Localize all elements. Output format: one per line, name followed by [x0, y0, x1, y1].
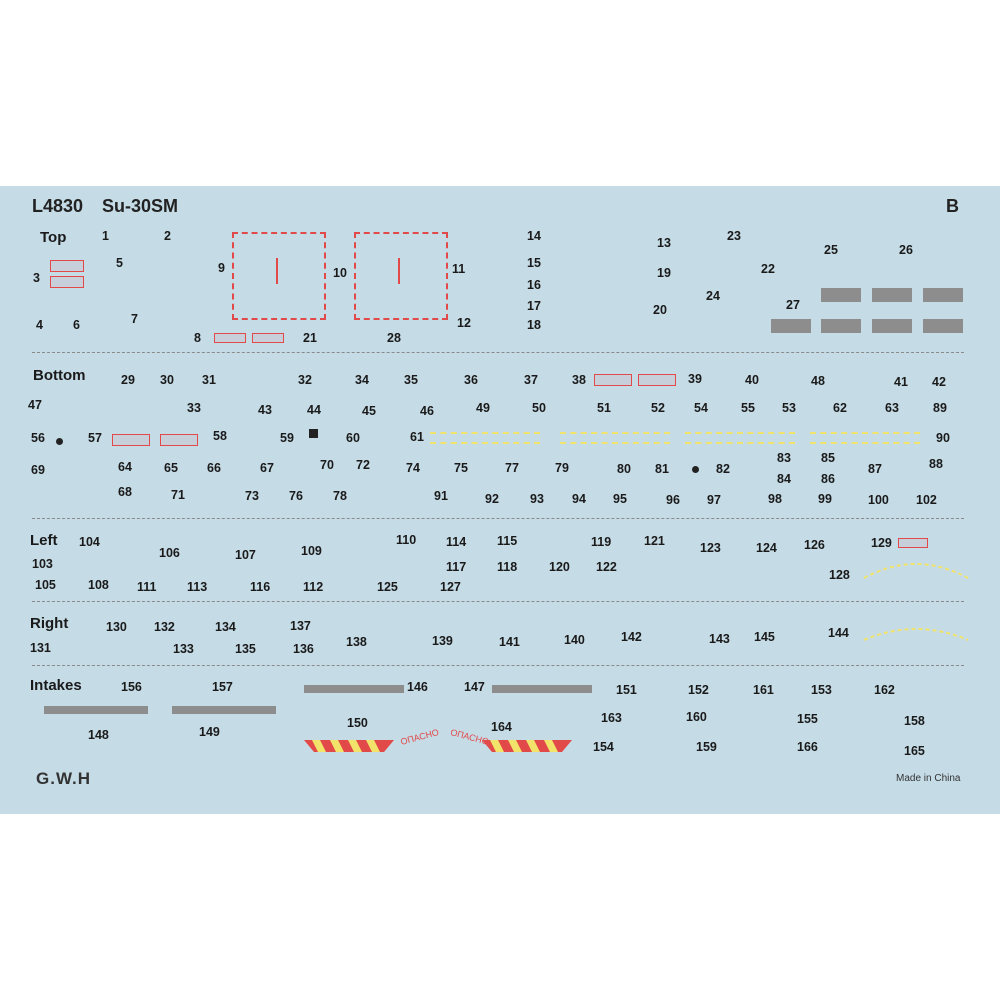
divider-top-bottom: [32, 352, 964, 353]
decal-number: 109: [301, 544, 322, 558]
decal-number: 149: [199, 725, 220, 739]
decal-number: 105: [35, 578, 56, 592]
decal-56-dot: [56, 438, 63, 445]
decal-number: 17: [527, 299, 541, 313]
decal-number: 40: [745, 373, 759, 387]
decal-number: 37: [524, 373, 538, 387]
decal-number: 5: [116, 256, 123, 270]
divider-bottom-left: [32, 518, 964, 519]
decal-number: 32: [298, 373, 312, 387]
decal-number: 111: [137, 580, 157, 594]
sheet-code: L4830: [32, 196, 84, 216]
decal-number: 61: [410, 430, 424, 444]
decal-147-strip: [492, 685, 592, 693]
decal-27-block: [821, 288, 861, 302]
brand-logo: G.W.H: [36, 769, 92, 788]
decal-number: 153: [811, 683, 832, 697]
decal-number: 116: [250, 580, 271, 594]
decal-128-arc: [862, 556, 970, 580]
decal-number: 133: [173, 642, 194, 656]
decal-number: 35: [404, 373, 418, 387]
decal-number: 9: [218, 261, 225, 275]
decal-number: 71: [171, 488, 185, 502]
decal-number: 6: [73, 318, 80, 332]
decal-number: 93: [530, 492, 544, 506]
decal-number: 85: [821, 451, 835, 465]
decal-number: 155: [797, 712, 818, 726]
decal-number: 34: [355, 373, 369, 387]
decal-number: 52: [651, 401, 665, 415]
decal-number: 119: [591, 535, 612, 549]
decal-27-block: [771, 319, 811, 333]
decal-10-center-mark: [398, 258, 400, 284]
decal-number: 70: [320, 458, 334, 472]
decal-number: 135: [235, 642, 256, 656]
decal-number: 87: [868, 462, 882, 476]
divider-right-intakes: [32, 665, 964, 666]
decal-number: 129: [871, 536, 892, 550]
decal-27-block: [872, 319, 912, 333]
decal-number: 3: [33, 271, 40, 285]
decal-number: 51: [597, 401, 611, 415]
decal-number: 4: [36, 318, 43, 332]
decal-number: 160: [686, 710, 707, 724]
decal-number: 108: [88, 578, 109, 592]
decal-number: 39: [688, 372, 702, 386]
decal-number: 48: [811, 374, 825, 388]
decal-number: 99: [818, 492, 832, 506]
decal-number: 83: [777, 451, 791, 465]
decal-number: 162: [874, 683, 895, 697]
decal-10-panel: [354, 232, 448, 320]
decal-number: 122: [596, 560, 617, 574]
decal-number: 63: [885, 401, 899, 415]
decal-number: 107: [235, 548, 256, 562]
decal-number: 25: [824, 243, 838, 257]
decal-number: 123: [700, 541, 721, 555]
decal-number: 10: [333, 266, 347, 280]
decal-number: 97: [707, 493, 721, 507]
decal-number: 59: [280, 431, 294, 445]
decal-number: 81: [655, 462, 669, 476]
decal-number: 11: [452, 262, 466, 276]
decal-number: 45: [362, 404, 376, 418]
decal-number: 94: [572, 492, 586, 506]
decal-number: 98: [768, 492, 782, 506]
decal-number: 150: [347, 716, 368, 730]
decal-number: 56: [31, 431, 45, 445]
decal-number: 103: [32, 557, 53, 571]
decal-27-block: [923, 319, 963, 333]
decal-61-line: [560, 432, 670, 434]
section-top-label: Top: [40, 229, 67, 246]
decal-number: 15: [527, 256, 541, 270]
decal-number: 128: [829, 568, 850, 582]
decal-number: 12: [457, 316, 471, 330]
decal-number: 67: [260, 461, 274, 475]
decal-number: 113: [187, 580, 208, 594]
decal-number: 80: [617, 462, 631, 476]
decal-number: 69: [31, 463, 45, 477]
decal-146-strip: [304, 685, 404, 693]
decal-9-panel: [232, 232, 326, 320]
decal-144-arc: [862, 622, 970, 642]
decal-number: 8: [194, 331, 201, 345]
decal-number: 36: [464, 373, 478, 387]
decal-27-block: [923, 288, 963, 302]
decal-number: 166: [797, 740, 818, 754]
section-right-label: Right: [30, 615, 69, 632]
sheet-model: Su-30SM: [102, 196, 179, 216]
decal-number: 114: [446, 535, 467, 549]
decal-number: 33: [187, 401, 201, 415]
divider-left-right: [32, 601, 964, 602]
decal-number: 121: [644, 534, 665, 548]
decal-27-block: [821, 319, 861, 333]
decal-number: 13: [657, 236, 671, 250]
decal-164-chevron: [482, 736, 572, 752]
decal-150-chevron: [304, 736, 394, 752]
decal-number: 148: [88, 728, 109, 742]
section-intakes-label: Intakes: [30, 677, 82, 694]
decal-number: 14: [527, 229, 541, 243]
decal-number: 147: [464, 680, 485, 694]
decal-number: 145: [754, 630, 775, 644]
decal-number: 159: [696, 740, 717, 754]
decal-number: 89: [933, 401, 947, 415]
decal-number: 7: [131, 312, 138, 326]
decal-number: 27: [786, 298, 800, 312]
decal-8-box: [252, 333, 284, 343]
decal-number: 79: [555, 461, 569, 475]
decal-number: 110: [396, 533, 417, 547]
decal-number: 92: [485, 492, 499, 506]
section-left-label: Left: [30, 532, 58, 549]
decal-number: 28: [387, 331, 401, 345]
decal-number: 134: [215, 620, 236, 634]
decal-61-line: [430, 432, 540, 434]
decal-number: 74: [406, 461, 420, 475]
decal-number: 18: [527, 318, 541, 332]
decal-number: 96: [666, 493, 680, 507]
decal-number: 78: [333, 489, 347, 503]
decal-61-line: [810, 432, 920, 434]
decal-59-marker: [309, 429, 318, 438]
decal-number: 127: [440, 580, 461, 594]
decal-61-line: [560, 442, 670, 444]
decal-number: 102: [916, 493, 937, 507]
decal-129-box: [898, 538, 928, 548]
decal-number: 62: [833, 401, 847, 415]
decal-number: 23: [727, 229, 741, 243]
decal-number: 144: [828, 626, 849, 640]
decal-3-box: [50, 276, 84, 288]
decal-number: 82: [716, 462, 730, 476]
decal-number: 125: [377, 580, 398, 594]
decal-number: 54: [694, 401, 708, 415]
decal-number: 2: [164, 229, 171, 243]
section-bottom-label: Bottom: [33, 367, 86, 384]
decal-38-box: [594, 374, 632, 386]
decal-61-line: [430, 442, 540, 444]
decal-number: 41: [894, 375, 908, 389]
decal-9-center-mark: [276, 258, 278, 284]
decal-number: 44: [307, 403, 321, 417]
decal-38-box: [638, 374, 676, 386]
decal-number: 146: [407, 680, 428, 694]
decal-61-line: [810, 442, 920, 444]
decal-number: 57: [88, 431, 102, 445]
decal-number: 90: [936, 431, 950, 445]
decal-number: 120: [549, 560, 570, 574]
decal-number: 151: [616, 683, 637, 697]
decal-number: 132: [154, 620, 175, 634]
decal-number: 115: [497, 534, 518, 548]
decal-number: 21: [303, 331, 317, 345]
decal-number: 24: [706, 289, 720, 303]
decal-number: 141: [499, 635, 520, 649]
decal-number: 68: [118, 485, 132, 499]
decal-57-box: [160, 434, 198, 446]
decal-number: 38: [572, 373, 586, 387]
decal-number: 19: [657, 266, 671, 280]
decal-164-stencil-text: ОПАСНО: [449, 727, 490, 747]
decal-number: 16: [527, 278, 541, 292]
decal-number: 75: [454, 461, 468, 475]
decal-number: 106: [159, 546, 180, 560]
decal-number: 156: [121, 680, 142, 694]
decal-number: 72: [356, 458, 370, 472]
decal-number: 1: [102, 229, 109, 243]
decal-number: 131: [30, 641, 51, 655]
decal-number: 64: [118, 460, 132, 474]
decal-number: 165: [904, 744, 925, 758]
decal-57-box: [112, 434, 150, 446]
decal-number: 137: [290, 619, 311, 633]
decal-number: 43: [258, 403, 272, 417]
decal-3-box: [50, 260, 84, 272]
decal-number: 139: [432, 634, 453, 648]
decal-number: 47: [28, 398, 42, 412]
decal-number: 58: [213, 429, 227, 443]
decal-number: 84: [777, 472, 791, 486]
decal-8-box: [214, 333, 246, 343]
decal-number: 49: [476, 401, 490, 415]
decal-number: 29: [121, 373, 135, 387]
decal-number: 31: [202, 373, 216, 387]
decal-number: 112: [303, 580, 324, 594]
decal-number: 50: [532, 401, 546, 415]
decal-number: 100: [868, 493, 889, 507]
decal-number: 104: [79, 535, 100, 549]
decal-148-strip: [44, 706, 148, 714]
decal-number: 163: [601, 711, 622, 725]
decal-number: 152: [688, 683, 709, 697]
decal-number: 22: [761, 262, 775, 276]
decal-number: 30: [160, 373, 174, 387]
decal-number: 60: [346, 431, 360, 445]
decal-number: 95: [613, 492, 627, 506]
decal-number: 77: [505, 461, 519, 475]
decal-number: 154: [593, 740, 614, 754]
decal-number: 136: [293, 642, 314, 656]
decal-number: 86: [821, 472, 835, 486]
decal-27-block: [872, 288, 912, 302]
decal-number: 158: [904, 714, 925, 728]
decal-82-dot: [692, 466, 699, 473]
sheet-letter: B: [946, 196, 959, 216]
decal-61-line: [685, 442, 795, 444]
decal-number: 66: [207, 461, 221, 475]
decal-number: 124: [756, 541, 777, 555]
decal-number: 46: [420, 404, 434, 418]
decal-number: 164: [491, 720, 512, 734]
decal-number: 73: [245, 489, 259, 503]
decal-149-strip: [172, 706, 276, 714]
decal-150-stencil-text: ОПАСНО: [399, 727, 440, 747]
decal-number: 118: [497, 560, 518, 574]
decal-number: 143: [709, 632, 730, 646]
decal-sheet: [0, 186, 1000, 814]
decal-number: 53: [782, 401, 796, 415]
decal-number: 161: [753, 683, 774, 697]
decal-number: 65: [164, 461, 178, 475]
decal-number: 88: [929, 457, 943, 471]
made-in-label: Made in China: [896, 773, 961, 784]
decal-number: 117: [446, 560, 467, 574]
decal-number: 55: [741, 401, 755, 415]
decal-number: 140: [564, 633, 585, 647]
decal-number: 42: [932, 375, 946, 389]
decal-number: 76: [289, 489, 303, 503]
decal-number: 126: [804, 538, 825, 552]
decal-number: 20: [653, 303, 667, 317]
decal-number: 138: [346, 635, 367, 649]
decal-number: 157: [212, 680, 233, 694]
decal-number: 130: [106, 620, 127, 634]
decal-number: 26: [899, 243, 913, 257]
decal-61-line: [685, 432, 795, 434]
decal-number: 91: [434, 489, 448, 503]
decal-number: 142: [621, 630, 642, 644]
